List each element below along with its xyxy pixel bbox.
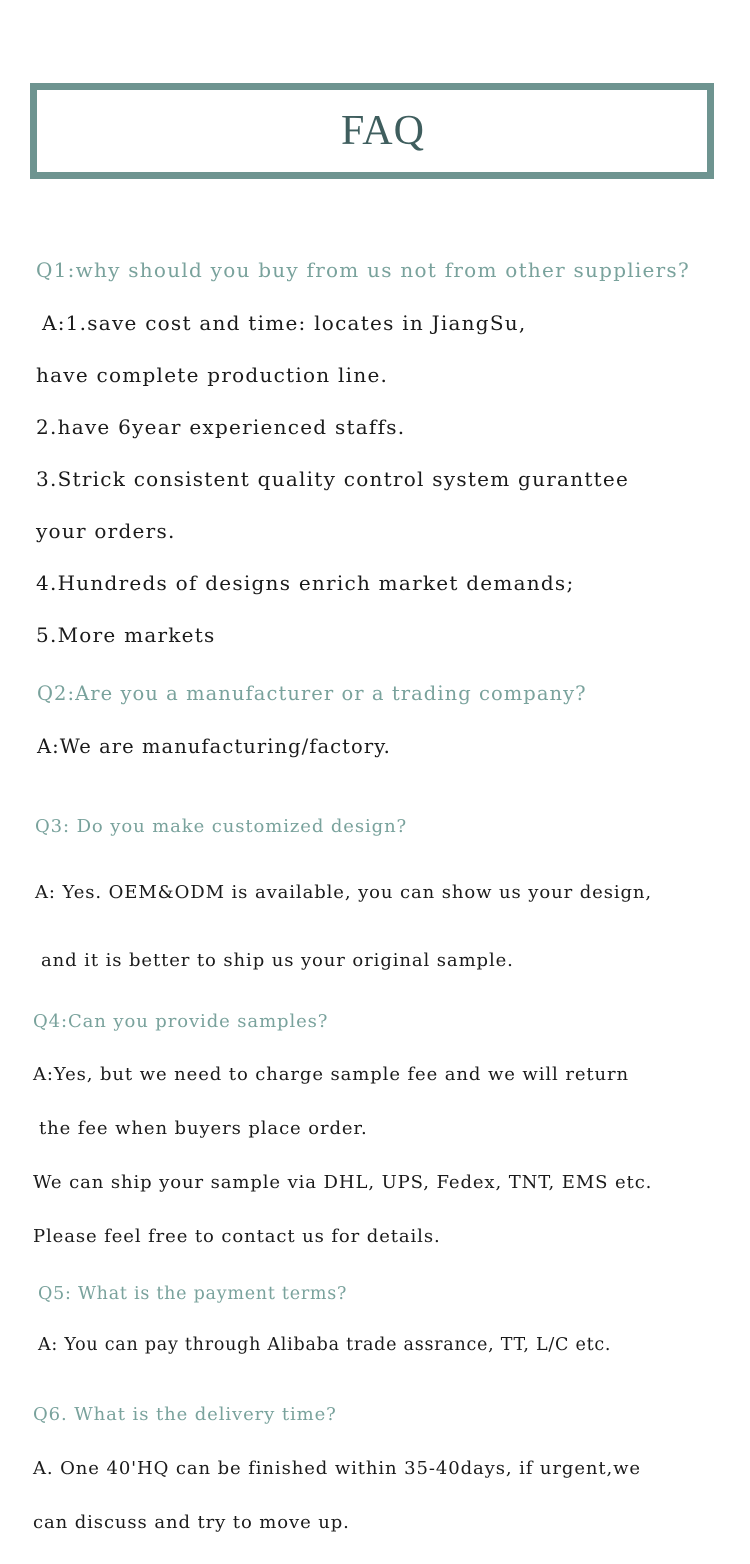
faq-answer-3-line-1: A: Yes. OEM&ODM is available, you can show us your design, [35,882,653,903]
faq-header-box [30,83,714,179]
faq-question-1: Q1:why should you buy from us not from other suppliers? [36,258,690,282]
faq-answer-6-line-2: can discuss and try to move up. [33,1512,350,1533]
faq-answer-5-line-1: A: You can pay through Alibaba trade assrance, TT, L/C etc. [38,1335,612,1355]
faq-answer-4-line-1: A:Yes, but we need to charge sample fee and we will return [33,1064,630,1085]
faq-answer-1-line-2: have complete production line. [36,363,389,387]
faq-answer-1-line-4: 3.Strick consistent quality control system guranttee [36,467,630,491]
faq-answer-1-line-3: 2.have 6year experienced staffs. [36,415,406,439]
faq-answer-4-line-2: the fee when buyers place order. [39,1118,368,1139]
faq-question-6: Q6. What is the delivery time? [33,1404,337,1425]
faq-answer-1-line-6: 4.Hundreds of designs enrich market demands; [36,571,575,595]
faq-answer-4-line-3: We can ship your sample via DHL, UPS, Fedex, TNT, EMS etc. [33,1172,653,1193]
faq-answer-6-line-1: A. One 40'HQ can be finished within 35-40days, if urgent,we [33,1458,641,1479]
faq-question-4: Q4:Can you provide samples? [33,1011,329,1032]
faq-title: FAQ [341,108,425,154]
faq-answer-1-line-1: A:1.save cost and time: locates in JiangSu, [42,311,527,335]
faq-answer-3-line-2: and it is better to ship us your original sample. [41,950,514,971]
faq-question-2: Q2:Are you a manufacturer or a trading company? [37,682,587,705]
faq-answer-1-line-5: your orders. [36,519,176,543]
faq-question-3: Q3: Do you make customized design? [35,816,408,837]
faq-question-5: Q5: What is the payment terms? [38,1284,348,1304]
faq-answer-1-line-7: 5.More markets [36,623,216,647]
faq-answer-4-line-4: Please feel free to contact us for details. [33,1226,441,1247]
faq-answer-2-line-1: A:We are manufacturing/factory. [37,735,391,758]
